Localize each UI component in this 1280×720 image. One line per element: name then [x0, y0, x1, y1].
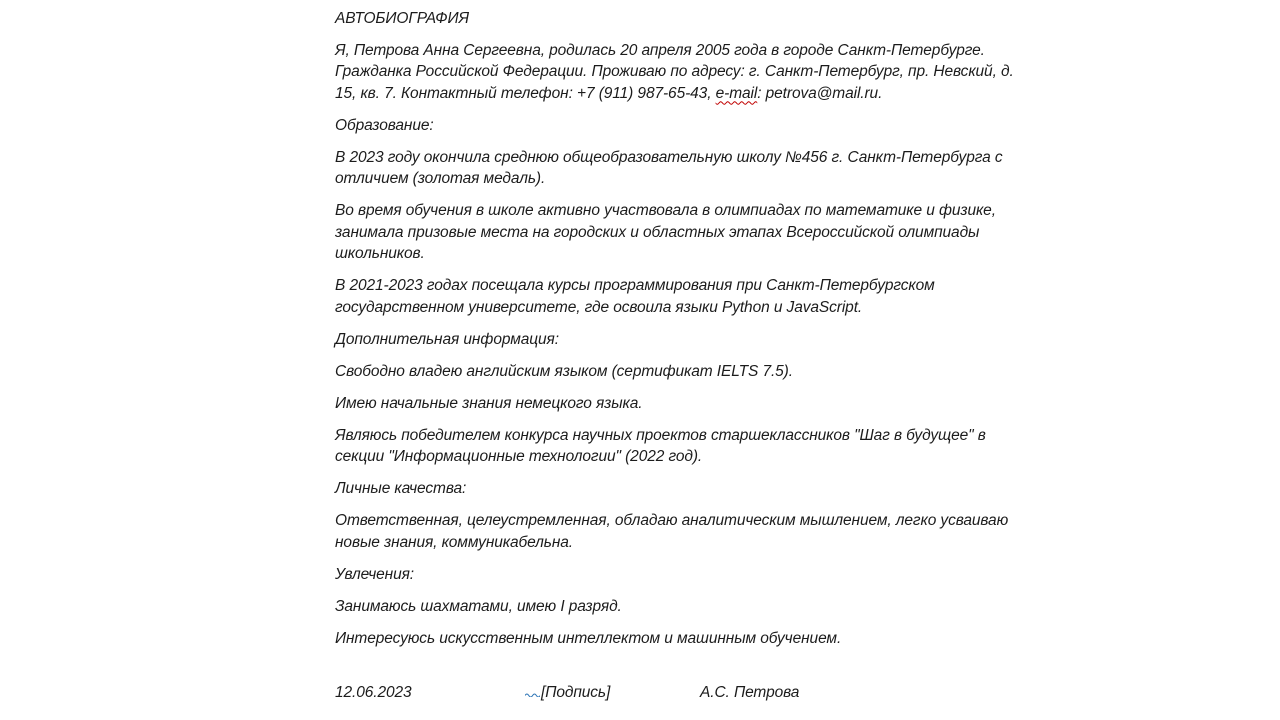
intro-text-before-email: Я, Петрова Анна Сергеевна, родилась 20 апреля 2005 года в городе Санкт-Петербурге. Гражданка Российской Федерации. Проживаю по адресу: г. Санкт-Петербург, пр. Невский, д. 15, кв. 7. Контактный телефон: +7 (911) 987-65-43,: [335, 41, 1014, 102]
signature-date: 12.06.2023: [335, 684, 412, 701]
section-heading-additional: Дополнительная информация:: [335, 330, 559, 348]
signature-row: [335, 682, 1015, 704]
paragraph-contest: Являюсь победителем конкурса научных проектов старшеклассников "Шаг в будущее" в секции "Информационные технологии" (2022 год).: [335, 426, 986, 465]
paragraph-qualities: Ответственная, целеустремленная, обладаю аналитическим мышлением, легко усваиваю новые знания, коммуникабельна.: [335, 512, 1009, 551]
section-heading-qualities: Личные качества:: [335, 480, 467, 497]
document-page[interactable]: [335, 0, 1015, 720]
paragraph-intro: [335, 40, 1015, 105]
section-heading-education: Образование:: [335, 116, 434, 134]
paragraph-english: Свободно владею английским языком (сертификат IELTS 7.5).: [335, 362, 793, 380]
grammar-squiggle-icon: [525, 682, 540, 704]
signature-placeholder: [Подпись]: [541, 684, 611, 701]
document-title: АВТОБИОГРАФИЯ: [335, 10, 469, 27]
signature-placeholder-wrap: [525, 682, 610, 704]
paragraph-ai-interest: Интересуюсь искусственным интеллектом и машинным обучением.: [335, 629, 842, 647]
paragraph-education-courses: В 2021-2023 годах посещала курсы программирования при Санкт-Петербургском государственном университете, где освоила языки Python и JavaScript.: [335, 277, 935, 316]
paragraph-education-school: В 2023 году окончила среднюю общеобразовательную школу №456 г. Санкт-Петербурга с отличием (золотая медаль).: [335, 148, 1003, 187]
paragraph-chess: Занимаюсь шахматами, имею I разряд.: [335, 597, 622, 615]
section-heading-hobbies: Увлечения:: [335, 565, 415, 583]
intro-text-after-email: : petrova@mail.ru.: [757, 84, 883, 102]
signature-name: А.С. Петрова: [700, 684, 800, 701]
paragraph-education-olympiads: Во время обучения в школе активно участвовала в олимпиадах по математике и физике, занимала призовые места на городских и областных этапах Всероссийской олимпиады школьников.: [335, 202, 996, 262]
paragraph-german: Имею начальные знания немецкого языка.: [335, 394, 643, 412]
misspelled-word-email: e-mail: [715, 84, 758, 102]
